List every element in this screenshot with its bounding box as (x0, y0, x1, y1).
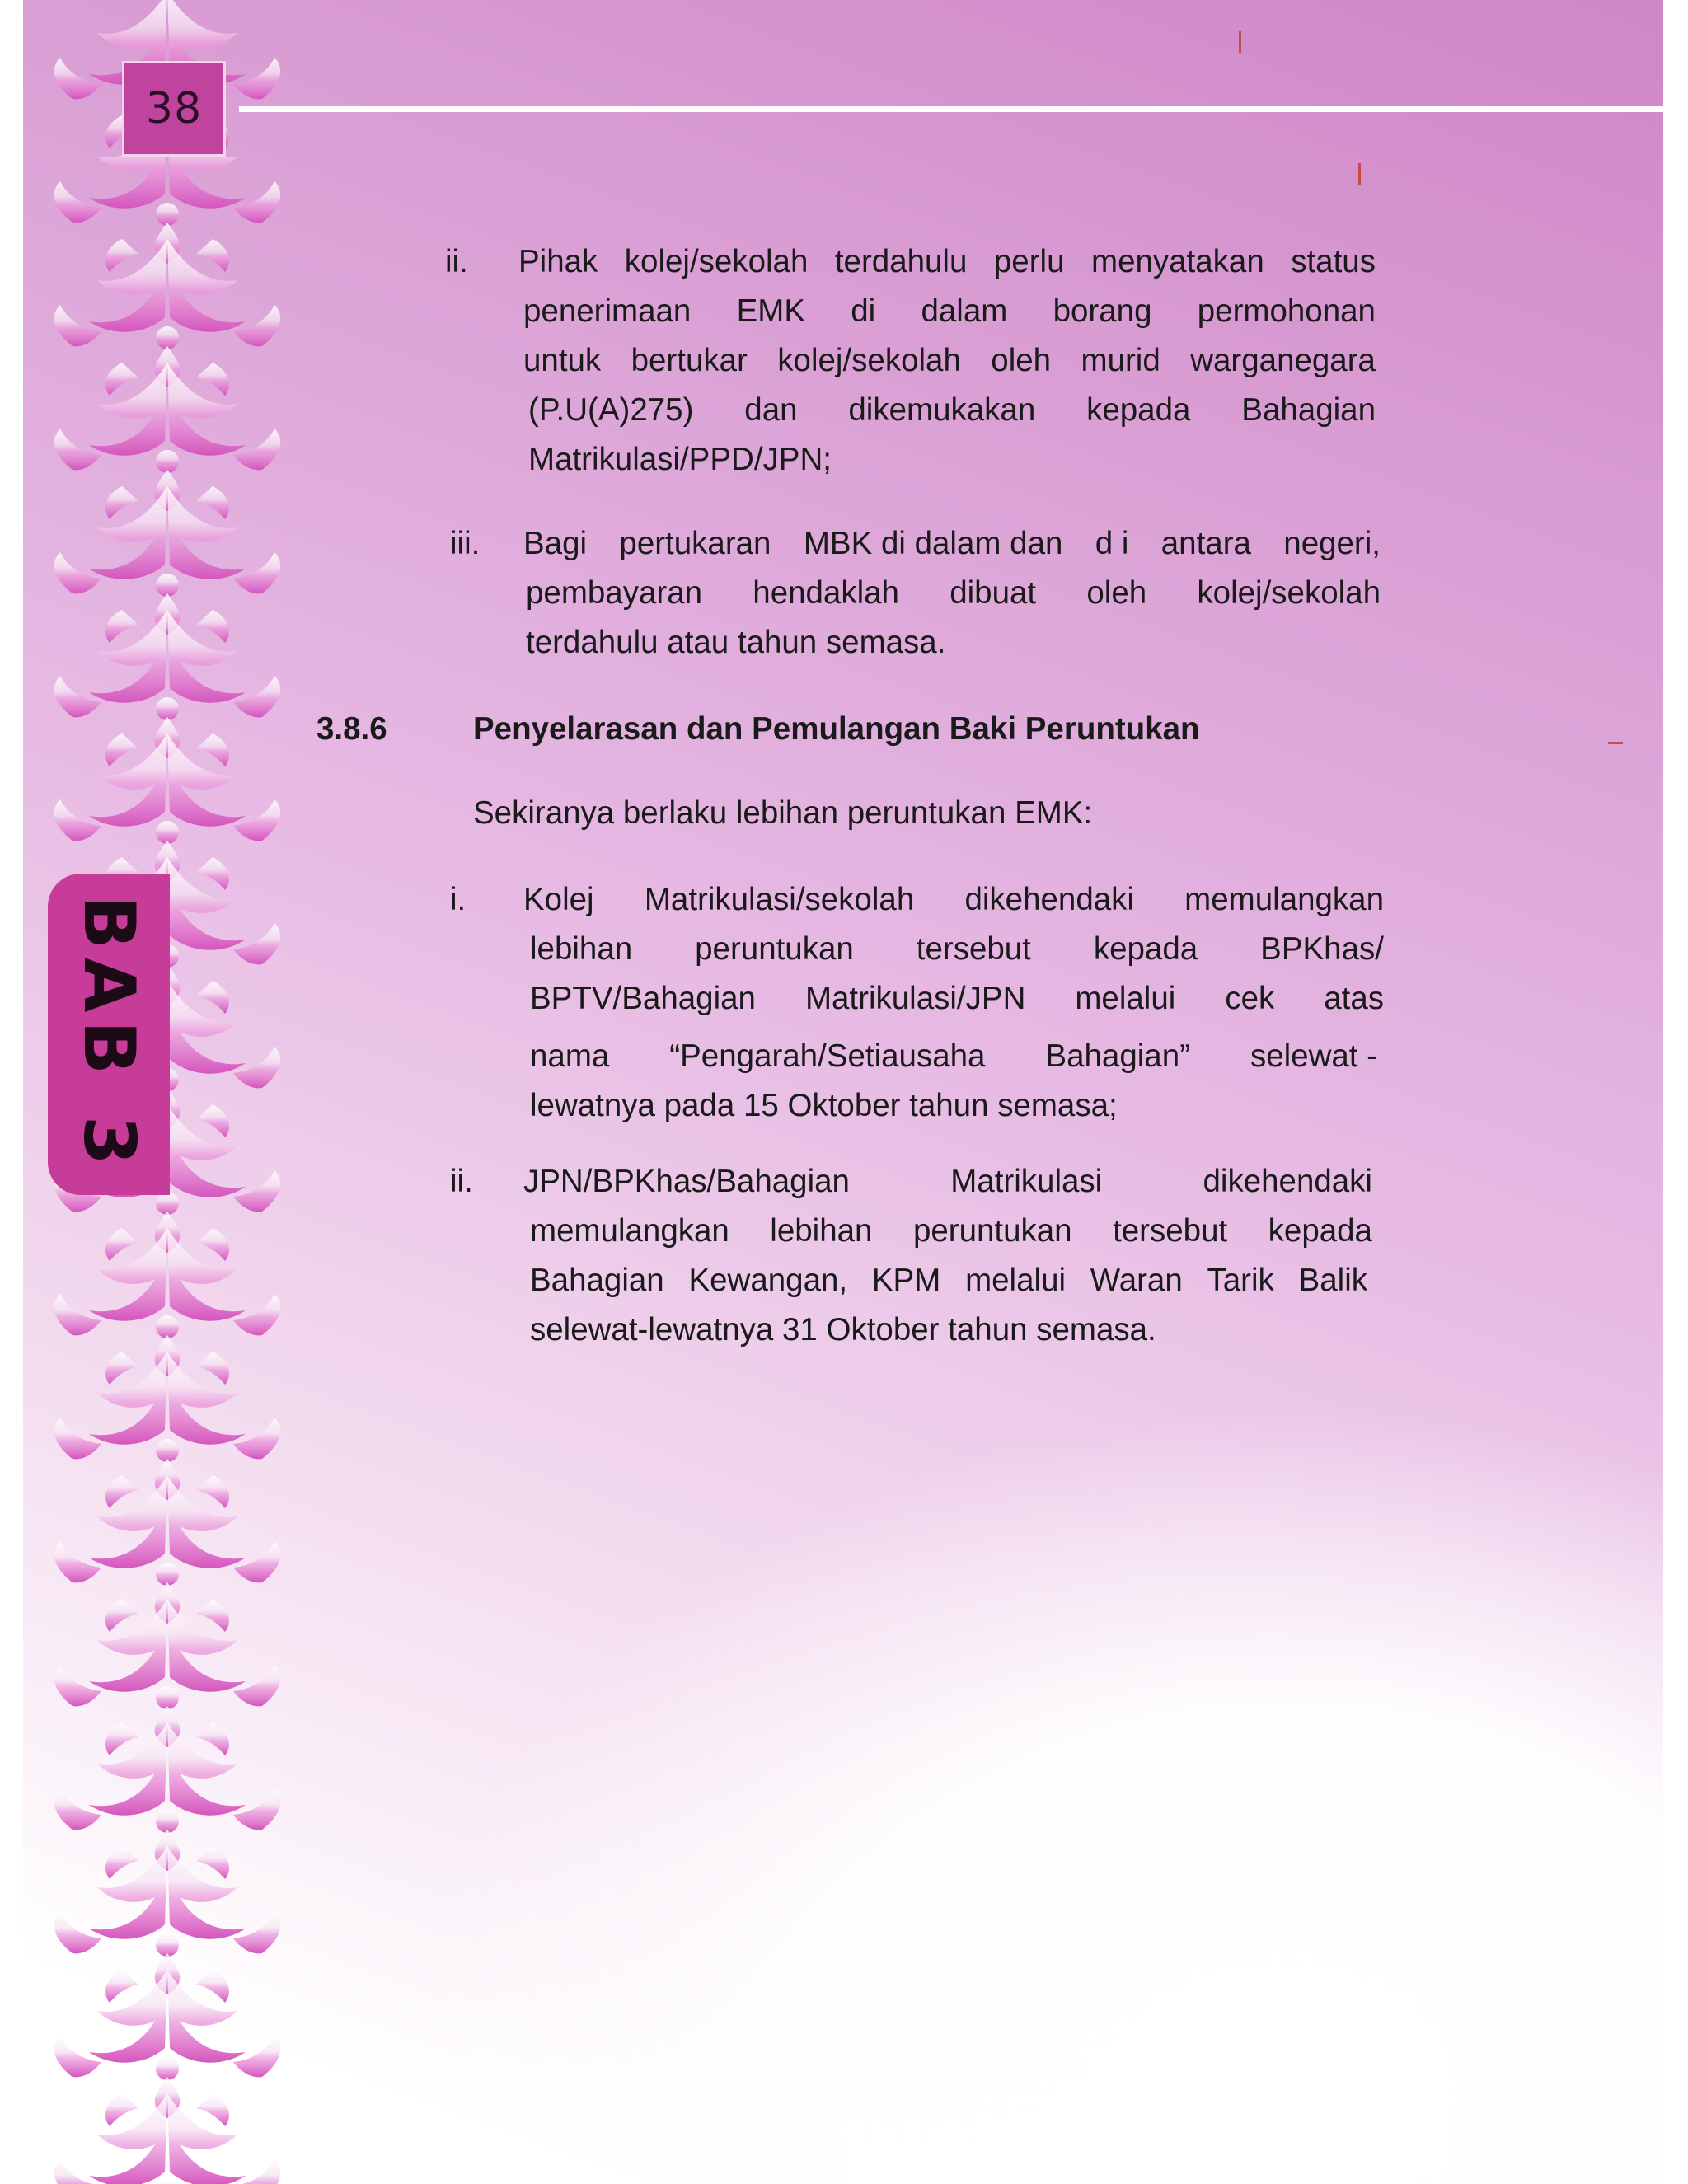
word: negeri, (1283, 526, 1381, 561)
page-number-badge: 38 (122, 61, 226, 157)
word: KPM (871, 1263, 941, 1298)
word: Kolej (523, 882, 594, 917)
word: melalui (965, 1263, 1067, 1298)
chapter-tab-label: BAB 3 (68, 895, 150, 1174)
word: dan (744, 392, 798, 428)
text-line (523, 875, 1384, 925)
edge-tick (1608, 742, 1623, 744)
word: terdahulu atau tahun semasa. (526, 625, 946, 660)
word: cek (1225, 981, 1275, 1016)
text-line (523, 1157, 1372, 1207)
text-line (523, 287, 1376, 336)
word: pertukaran (619, 526, 771, 561)
list-item-iii-mbk-payment (523, 519, 1381, 668)
word: EMK (736, 293, 806, 329)
word: Bahagian (530, 1263, 664, 1298)
word: oleh (991, 343, 1052, 378)
word: hendaklah (753, 575, 899, 611)
text-line (530, 1305, 1372, 1355)
word: Tarik (1207, 1263, 1274, 1298)
text-line (530, 1032, 1377, 1081)
text-line (530, 1081, 1384, 1131)
edge-tick (1239, 31, 1241, 53)
word: JPN/BPKhas/Bahagian (523, 1164, 850, 1199)
list-item-ii-jpn-return (523, 1157, 1372, 1355)
word: Waran (1090, 1263, 1183, 1298)
word: Matrikulasi/JPN (804, 981, 1026, 1016)
word: kolej/sekolah (777, 343, 961, 378)
word: Matrikulasi/sekolah (644, 882, 915, 917)
word: di (851, 293, 876, 329)
list-marker: iii. (450, 526, 481, 561)
text-line (530, 1207, 1372, 1256)
text-line (523, 519, 1381, 569)
text-line (530, 925, 1384, 974)
word: MBK di dalam dan (803, 526, 1063, 561)
text-line (526, 569, 1381, 618)
word: menyatakan (1091, 244, 1264, 279)
word: BPTV/Bahagian (530, 981, 756, 1016)
word: terdahulu (834, 244, 968, 279)
word: kolej/sekolah (1197, 575, 1381, 611)
word: permohonan (1197, 293, 1376, 329)
word: tersebut (1113, 1213, 1228, 1249)
word: warganegara (1190, 343, 1376, 378)
word: memulangkan (1184, 882, 1384, 917)
word: selewat-lewatnya 31 Oktober tahun semasa. (530, 1312, 1156, 1347)
word: Bagi (523, 526, 588, 561)
word: murid (1081, 343, 1160, 378)
text-line (530, 1256, 1367, 1305)
word: Balik (1298, 1263, 1367, 1298)
list-item-i-return-surplus (523, 875, 1384, 1131)
list-marker: ii. (450, 1164, 473, 1199)
list-marker: ii. (445, 244, 468, 279)
text-line (518, 237, 1376, 287)
document-page (23, 0, 1663, 2184)
word: BPKhas/ (1260, 931, 1384, 967)
word: d i (1095, 526, 1129, 561)
word: peruntukan (695, 931, 854, 967)
word: Bahagian” (1045, 1038, 1190, 1074)
word: (P.U(A)275) (528, 392, 694, 428)
header-rule (239, 106, 1663, 112)
word: kepada (1093, 931, 1198, 967)
word: memulangkan (530, 1213, 729, 1249)
word: bertukar (631, 343, 748, 378)
list-item-ii-transfer-status (518, 237, 1376, 485)
word: penerimaan (523, 293, 692, 329)
text-line (528, 435, 1376, 485)
word: “Pengarah/Setiausaha (669, 1038, 986, 1074)
word: Kewangan, (688, 1263, 848, 1298)
word: dalam (921, 293, 1008, 329)
word: dikemukakan (848, 392, 1036, 428)
chapter-tab (48, 874, 170, 1195)
word: status (1291, 244, 1376, 279)
word: Bahagian (1241, 392, 1376, 428)
word: kepada (1086, 392, 1191, 428)
word: dikehendaki (964, 882, 1134, 917)
word: antara (1160, 526, 1251, 561)
word: borang (1053, 293, 1152, 329)
word: kepada (1268, 1213, 1372, 1249)
list-marker: i. (450, 882, 467, 917)
word: lebihan (530, 931, 633, 967)
word: atas (1324, 981, 1384, 1016)
word: peruntukan (912, 1213, 1072, 1249)
text-line (523, 336, 1376, 386)
word: untuk (523, 343, 602, 378)
word: melalui (1075, 981, 1176, 1016)
word: kolej/sekolah (624, 244, 809, 279)
word: selewat - (1250, 1038, 1377, 1074)
word: pembayaran (526, 575, 703, 611)
word: tersebut (916, 931, 1031, 967)
section-intro: Sekiranya berlaku lebihan peruntukan EMK: (473, 795, 1093, 831)
word: perlu (993, 244, 1065, 279)
word: Pihak (518, 244, 598, 279)
section-number: 3.8.6 (316, 711, 387, 747)
section-title: Penyelarasan dan Pemulangan Baki Peruntukan (473, 711, 1200, 747)
word: lebihan (770, 1213, 873, 1249)
word: lewatnya pada 15 Oktober tahun semasa; (530, 1088, 1118, 1123)
word: Matrikulasi (950, 1164, 1103, 1199)
word: Matrikulasi/PPD/JPN; (528, 442, 832, 477)
word: oleh (1086, 575, 1147, 611)
text-line (526, 618, 1381, 668)
text-line (530, 974, 1384, 1024)
word: nama (530, 1038, 610, 1074)
edge-tick (1358, 163, 1361, 185)
text-line (528, 386, 1376, 435)
word: dikehendaki (1203, 1164, 1372, 1199)
word: dibuat (950, 575, 1037, 611)
